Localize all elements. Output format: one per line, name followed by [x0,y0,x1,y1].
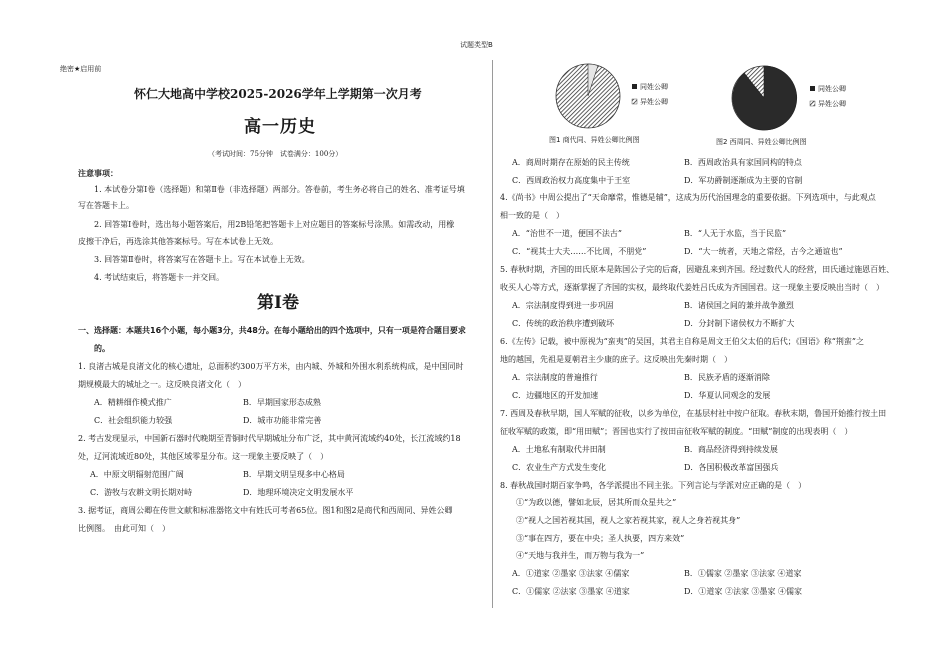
question-1-stem: 1. 良渚古城是良渚文化的核心遗址，总面积约300万平方米，由内城、外城和外围水利系统构成，是中国同时 [78,362,464,371]
figure-1-legend-label-1: 同姓公卿 [640,83,668,91]
question-5-stem: 收买人心等方式，逐渐掌握了齐国的实权，最终取代姜姓吕氏成为齐国国君。这一现象主要反映出当时（ ） [500,283,884,292]
question-5-option-c[interactable]: C．传统的政治秩序遭到破坏 [512,319,615,328]
figure-1-legend-swatch-2 [632,99,637,104]
question-1-option-a[interactable]: A．精耕细作模式推广 [94,398,172,407]
question-6-stem: 6.《左传》记载，被中原视为“蛮夷”的吴国，其君主自称是周文王伯父太伯的后代；《国语》称“荆蛮”之 [500,337,864,346]
notice-line: 皮擦干净后，再选涂其他答案标号。写在本试卷上无效。 [78,237,278,246]
question-3-option-b[interactable]: B．西周政治具有家国同构的特点 [684,158,802,167]
figure-2-pie [732,66,797,130]
question-6-option-c[interactable]: C．边疆地区的开发加速 [512,391,599,400]
question-8-option-d[interactable]: D．①道家 ②法家 ③墨家 ④儒家 [684,587,803,596]
question-7-stem: 7. 西周及春秋早期，国人军赋的征收，以乡为单位，在基层村社中按户征取。春秋末期，鲁国开始推行按土田 [500,409,887,418]
question-8-stem: 8. 春秋战国时期百家争鸣，各学派提出不同主张。下列言论与学派对应正确的是（ ） [500,481,807,490]
notice-line: 4. 考试结束后，将答题卡一并交回。 [94,273,225,282]
question-3-option-c[interactable]: C．西周政治权力高度集中于王室 [512,176,631,185]
notice-heading: 注意事项： [78,169,118,178]
question-2-option-c[interactable]: C．游牧与农耕文明长期对峙 [90,488,193,497]
notice-line: 2. 回答第Ⅰ卷时，选出每小题答案后，用2B铅笔把答题卡上对应题目的答案标号涂黑。如需改动，用橡 [94,220,455,229]
question-6-stem: 地的越国，先祖是夏朝君主少康的庶子。这反映出先秦时期（ ） [500,355,732,364]
notice-line: 1. 本试卷分第Ⅰ卷（选择题）和第Ⅱ卷（非选择题）两部分。答卷前，考生务必将自己的姓名、准考证号填 [94,185,465,194]
question-1-option-b[interactable]: B．早期国家形态成熟 [243,398,321,407]
question-5-stem: 5. 春秋时期，齐国的田氏原本是陈国公子完的后裔，因避乱来到齐国。经过数代人的经营，田氏通过施恩百姓、 [500,265,895,274]
part1-instruction: 一、选择题：本题共16个小题，每小题3分，共48分。在每小题给出的四个选项中，只有一项是符合题目要求 [78,326,466,335]
question-8-statement-4: ④“天地与我并生，而万物与我为一” [516,551,645,560]
question-1-option-c[interactable]: C．社会组织能力较强 [94,416,173,425]
exam-meta: （考试时间：75分钟 试卷满分：100分） [208,150,343,158]
question-4-option-b[interactable]: B．“人无于水监，当于民监” [684,229,787,238]
question-6-option-a[interactable]: A．宗法制度的普遍推行 [512,373,598,382]
question-8-option-b[interactable]: B．①儒家 ②墨家 ③法家 ④道家 [684,569,802,578]
question-7-stem: 征收军赋的政策，即“用田赋”；晋国也实行了按田亩征收军赋的制度。“田赋”制度的出现表明（ ） [500,427,853,436]
part1-instruction: 的。 [94,344,110,353]
question-1-option-d[interactable]: D．城市功能非常完善 [243,416,322,425]
question-2-option-d[interactable]: D．地理环境决定文明发展水平 [243,488,354,497]
question-2-option-a[interactable]: A．中原文明辐射范围广阔 [90,470,184,479]
figure-1-legend-swatch-1 [632,84,637,89]
question-2-option-b[interactable]: B．早期文明呈现多中心格局 [243,470,345,479]
question-8-option-a[interactable]: A．①道家 ②墨家 ③法家 ④儒家 [512,569,630,578]
question-2-stem: 处，辽河流域近80处，其他区域零星分布。这一现象主要反映了（ ） [78,452,329,461]
question-5-option-d[interactable]: D．分封制下诸侯权力不断扩大 [684,319,795,328]
question-4-option-c[interactable]: C．“视其士大夫……不比周，不朋党” [512,247,647,256]
figure-2-legend-swatch-1 [810,86,815,91]
figure-1-pie [556,64,620,128]
figure-1-legend-label-2: 异姓公卿 [640,98,668,106]
figure-2-legend-label-2: 异姓公卿 [818,100,846,108]
question-5-option-a[interactable]: A．宗法制度得到进一步巩固 [512,301,614,310]
question-3-stem: 3. 据考证，商周公卿在传世文献和标准器铭文中有姓氏可考者65位。图1和图2是商代和西周同、异姓公卿 [78,506,453,515]
question-7-option-d[interactable]: D．各国积极改革富国强兵 [684,463,779,472]
question-3-option-d[interactable]: D．军功爵制逐渐成为主要的官制 [684,176,803,185]
question-7-option-c[interactable]: C．农业生产方式发生变化 [512,463,607,472]
question-6-option-b[interactable]: B．民族矛盾的逐渐消除 [684,373,770,382]
question-7-option-b[interactable]: B．商品经济得到持续发展 [684,445,778,454]
question-6-option-d[interactable]: D．华夏认同观念的发展 [684,391,771,400]
question-4-stem: 4.《尚书》中周公提出了“天命靡常，惟德是辅”，这成为历代治国理念的重要依据。下列选项中，与此观点 [500,193,876,202]
question-7-option-a[interactable]: A．土地私有制取代井田制 [512,445,606,454]
figure-2-legend-label-1: 同姓公卿 [818,85,846,93]
notice-line: 写在答题卡上。 [78,201,134,210]
question-8-option-c[interactable]: C．①儒家 ②法家 ③墨家 ④道家 [512,587,630,596]
question-4-stem: 相一致的是（ ） [500,211,564,220]
notice-line: 3. 回答第Ⅱ卷时，将答案写在答题卡上。写在本试卷上无效。 [94,255,310,264]
question-4-option-a[interactable]: A．“治世不一道，便国不法古” [512,229,622,238]
figure-2-slice-same-surname [733,66,797,130]
question-3-option-a[interactable]: A．商周时期存在原始的民主传统 [512,158,630,167]
figure-1-caption: 图1 商代同、异姓公卿比例图 [549,136,640,144]
exam-type-label: 试题类型B [460,41,493,49]
question-5-option-b[interactable]: B．诸侯国之间的兼并战争激烈 [684,301,794,310]
school-title: 怀仁大地高中学校2025-2026学年上学期第一次月考 [134,87,422,101]
secret-label: 绝密★启用前 [60,65,102,73]
question-3-stem: 比例图。 由此可知（ ） [78,524,170,533]
question-1-stem: 期规模最大的城址之一。这反映良渚文化（ ） [78,380,246,389]
figure-2-legend-swatch-2 [810,101,815,106]
part1-title: 第Ⅰ卷 [257,293,299,313]
question-8-statement-1: ①“为政以德，譬如北辰，居其所而众星共之” [516,498,677,507]
question-8-statement-2: ②“视人之国若视其国，视人之家若视其家，视人之身若视其身” [516,516,741,525]
question-4-option-d[interactable]: D．“大一统者，天地之常经，古今之通谊也” [684,247,843,256]
column-divider [492,60,493,608]
question-8-statement-3: ③“事在四方，要在中央；圣人执要，四方来效” [516,534,685,543]
question-2-stem: 2. 考古发现显示，中国新石器时代晚期至青铜时代早期城址分布广泛，其中黄河流域约40处，长江流域约18 [78,434,461,443]
figure-2-caption: 图2 西周同、异姓公卿比例图 [716,138,807,146]
subject-title: 高一历史 [244,117,316,137]
